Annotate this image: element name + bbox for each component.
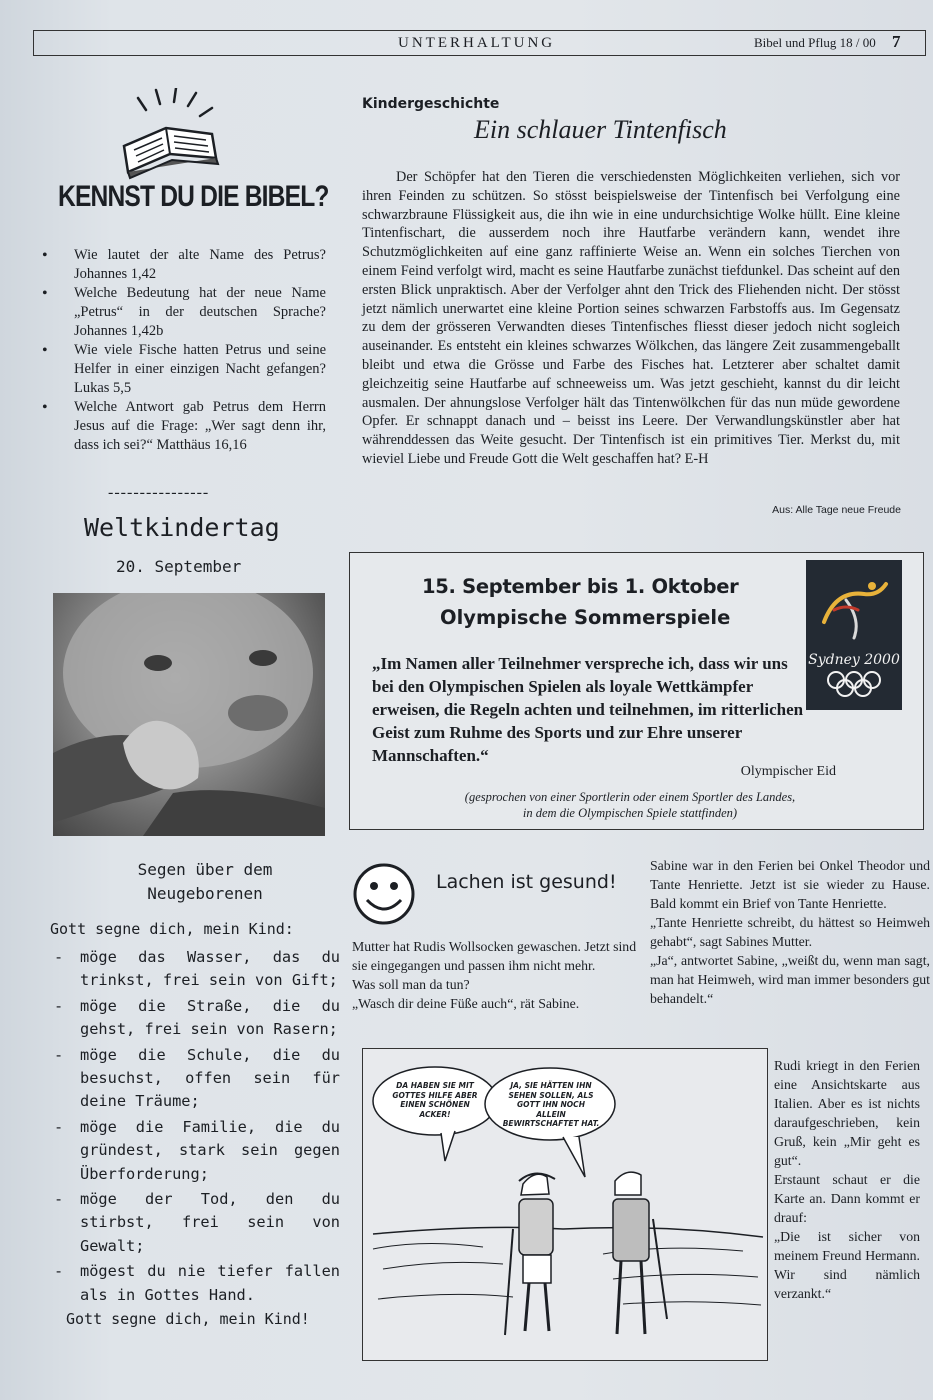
segen-item: - möge die Familie, die du gründest, stark sein gegen Überforderung; xyxy=(50,1116,340,1186)
segen-opening: Gott segne dich, mein Kind: xyxy=(50,920,294,938)
page-number: 7 xyxy=(892,32,901,51)
quiz-question-list xyxy=(42,246,326,455)
quiz-question: • Wie viele Fische hatten Petrus und seine Helfer in einer einzigen Nacht gefangen? Lukas 5,5 xyxy=(42,341,326,398)
segen-list xyxy=(50,946,340,1309)
story-title: Ein schlauer Tintenfisch xyxy=(474,115,727,144)
story-kicker: Kindergeschichte xyxy=(362,96,500,112)
segen-item: - möge das Wasser, das du trinkst, frei sein von Gift; xyxy=(50,946,340,993)
quiz-title: KENNST DU DIE BIBEL? xyxy=(58,180,329,213)
segen-closing: Gott segne dich, mein Kind! xyxy=(66,1310,310,1328)
joke-socks: Mutter hat Rudis Wollsocken gewaschen. Jetzt sind sie eingegangen und passen ihm nicht mehr. Was soll man da tun? „Wasch dir deine Füße auch“, rät Sabine. xyxy=(352,939,637,1011)
segen-title xyxy=(100,858,310,906)
sydney-logo-text: Sydney 2000 xyxy=(808,652,900,668)
smiley-icon xyxy=(352,862,416,926)
weltkindertag-date: 20. September xyxy=(116,557,242,576)
cartoon-bubble-right: JA, SIE HÄTTEN IHN SEHEN SOLLEN, ALS GOTT IHN NOCH ALLEIN BEWIRTSCHAFTET HAT. xyxy=(502,1081,600,1128)
quiz-question: • Wie lautet der alte Name des Petrus? Johannes 1,42 xyxy=(42,246,326,284)
segen-item: - möge der Tod, den du stirbst, frei sein von Gewalt; xyxy=(50,1188,340,1258)
olympic-oath-note-line: (gesprochen von einer Sportlerin oder einem Sportler des Landes, xyxy=(464,790,796,804)
olympic-oath-note-line: in dem die Olympischen Spiele stattfinden) xyxy=(522,806,738,820)
story-source: Aus: Alle Tage neue Freude xyxy=(772,504,901,516)
sydney-2000-logo xyxy=(806,560,902,710)
publication-info: Bibel und Pflug 18 / 00 xyxy=(754,35,876,50)
open-bible-icon xyxy=(116,88,226,184)
segen-item: - möge die Straße, die du gehst, frei sein von Rasern; xyxy=(50,995,340,1042)
lachen-title: Lachen ist gesund! xyxy=(436,871,617,893)
quiz-question: • Welche Bedeutung hat der neue Name „Petrus“ in der deutschen Sprache? Johannes 1,42b xyxy=(42,284,326,341)
olympic-oath-quote: „Im Namen aller Teilnehmer verspreche ich, dass wir uns bei den Olympischen Spielen als loyale Wettkämpfer erweisen, die Regeln achten und teilnehmen, im ritterlichen Geist zum Ruhme des Sports und zur Ehre unserer Mannschaften.“ xyxy=(372,654,804,765)
baby-photo xyxy=(53,593,325,836)
section-divider: ---------------- xyxy=(108,484,210,501)
farmer-cartoon xyxy=(362,1048,768,1361)
cartoon-bubble-left: DA HABEN SIE MIT GOTTES HILFE ABER EINEN SCHÖNEN ACKER! xyxy=(392,1081,478,1119)
story-body: Der Schöpfer hat den Tieren die verschiedensten Möglichkeiten verliehen, sich vor ihren Feinden zu schützen. So stösst beispielsweise der Tintenfisch bei Verfolgung eine schwarzbraune Flüssigkeit aus, die ihn wie in eine undurchsichtige Wolke hüllt. Eine kleine Tintenfischart, die ausserdem noch ihre Hautfarbe verändern kann, wendet ihre Schutzmöglichkeiten auf eine ganz raffinierte Weise an. Wenn ein solches Tierchen von einem Feind verfolgt wird, macht es seine Hautfarbe zunächst tiefdunkel. Das scheint auf den ersten Blick unpraktisch. Aber der Verfolger ahnt den Trick des Fliehenden nicht. Der stösst jetzt nämlich unerwartet eine kleine Portion seines schwarzen Farbstoffs aus. Im Gegensatz zu dem der grösseren Verwandten dieses Tintenfisches fliesst dieser jedoch nicht sogleich auseinander. Es entsteht ein kleines schwarzes Wölkchen, das längere Zeit zusammengeballt bleibt und etwa die Grösse und Farbe des Fisches hat. Letzterer aber schaltet damit gleichzeitig seine Hautfarbe auf schneeweiss um. Was jetzt geschieht, kannst du dir leicht ausmalen. Der ahnungslose Verfolger hält das Tintenwölkchen für das nun müde gewordene Opfer. Er schnappt danach und – beisst ins Leere. Der Verwandlungskünstler aber hat währenddessen das Weite gesucht. Der Tintenfisch ist ein primitives Tier. Merkst du, mit wieviel Liebe und Freude Gott die Welt geschaffen hat? E-H xyxy=(362,169,900,467)
quiz-question: • Welche Antwort gab Petrus dem Herrn Jesus auf die Frage: „Wer sagt denn ihr, dass ich sei?“ Matthäus 16,16 xyxy=(42,398,326,455)
segen-title-line: Segen über dem xyxy=(137,860,273,879)
olympic-oath-note xyxy=(360,789,900,821)
joke-postcard: Rudi kriegt in den Ferien eine Ansichtskarte aus Italien. Aber es ist nichts daraufgeschrieben, kein Gruß, kein „Mir geht es gut“. Erstaunt schaut er die Karte an. Dann kommt er drauf: „Die ist sicher von meinem Freund Hermann. Wir sind nämlich verzankt.“ xyxy=(774,1058,920,1301)
olympics-title: Olympische Sommerspiele xyxy=(440,606,731,629)
section-title: UNTERHALTUNG xyxy=(398,35,556,51)
segen-item: - möge die Schule, die du besuchst, offen sein für deine Träume; xyxy=(50,1044,340,1114)
olympic-oath-attribution: Olympischer Eid xyxy=(740,764,836,779)
joke-heimweh: Sabine war in den Ferien bei Onkel Theodor und Tante Henriette. Jetzt ist sie wieder zu Hause. Bald kommt ein Brief von Tante Henriette. „Tante Henriette schreibt, du hättest so Heimweh gehabt“, sagt Sabines Mutter. „Ja“, antwortet Sabine, „weißt du, wenn man sagt, man hat Heimweh, wird man immer besonders gut behandelt.“ xyxy=(650,858,930,1006)
weltkindertag-title: Weltkindertag xyxy=(84,513,280,542)
segen-item: - mögest du nie tiefer fallen als in Gottes Hand. xyxy=(50,1260,340,1307)
segen-title-line: Neugeborenen xyxy=(147,884,263,903)
olympics-dates: 15. September bis 1. Oktober xyxy=(422,575,739,598)
